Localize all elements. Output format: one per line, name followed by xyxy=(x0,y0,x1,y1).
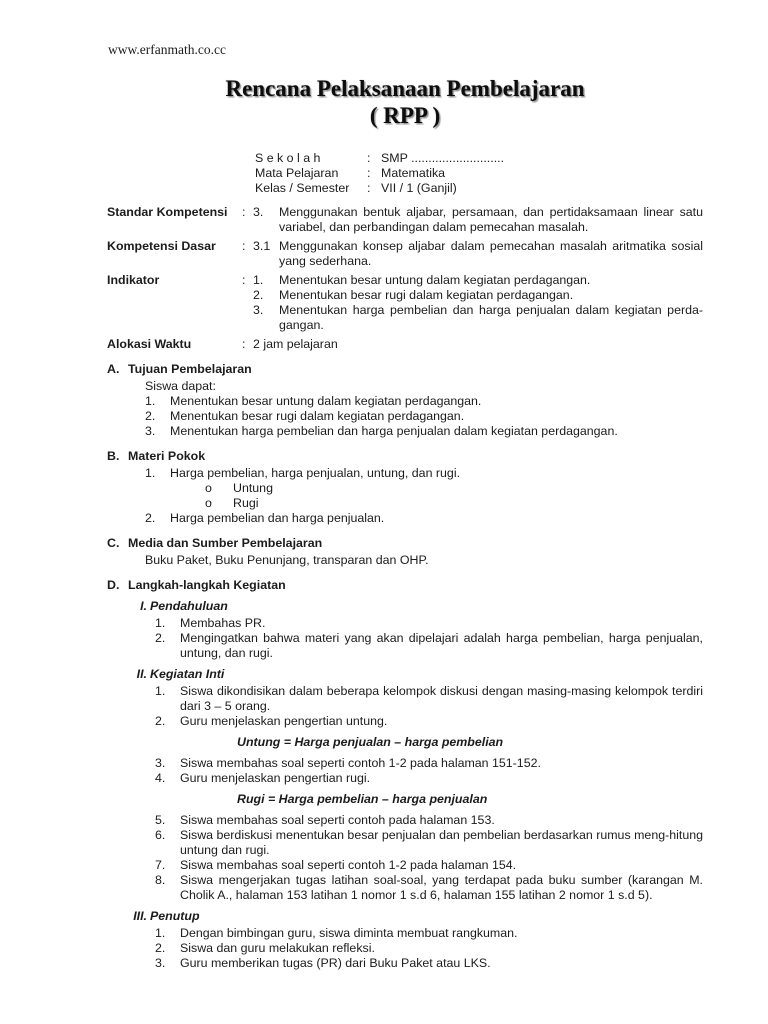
list-item xyxy=(155,813,703,828)
subsection-roman: I. xyxy=(140,599,147,613)
list-item xyxy=(155,714,703,729)
list-item-text: Menentukan harga pembelian dan harga penjualan dalam kegiatan perda-gangan. xyxy=(279,303,703,332)
list-number: 3. xyxy=(155,756,166,770)
bullet-text: Rugi xyxy=(233,496,259,510)
list-item-text: Mengingatkan bahwa materi yang akan dipelajari adalah harga pembelian, harga penjualan, untung, dan rugi. xyxy=(180,631,703,660)
list-number: 3. xyxy=(145,424,156,438)
meta-label: Alokasi Waktu xyxy=(107,337,192,351)
subsection-title-text: Penutup xyxy=(150,909,200,923)
meta-row-alokasi-waktu xyxy=(107,337,703,352)
identity-label: Kelas / Semester xyxy=(255,181,350,195)
identity-value: VII / 1 (Ganjil) xyxy=(381,181,457,195)
list-item xyxy=(155,941,703,956)
list-number: 1. xyxy=(155,616,166,630)
colon-separator: : xyxy=(367,166,371,180)
subsection-title-text: Kegiatan Inti xyxy=(150,667,225,681)
document-title: Rencana Pelaksanaan Pembelajaran xyxy=(225,76,585,101)
list-number: 2. xyxy=(155,714,166,728)
subsection-roman: II. xyxy=(136,667,147,681)
bullet-item xyxy=(205,481,703,496)
section-media-sumber xyxy=(107,536,703,568)
list-item xyxy=(145,511,703,526)
section-title: Media dan Sumber Pembelajaran xyxy=(128,536,323,550)
section-langkah-kegiatan xyxy=(107,578,703,971)
list-item xyxy=(155,926,703,941)
circle-bullet-icon: o xyxy=(205,481,212,495)
section-letter: D. xyxy=(107,578,120,592)
list-item-text: Guru menjelaskan pengertian untung. xyxy=(180,714,388,728)
colon-separator: : xyxy=(367,151,371,165)
section-letter: B. xyxy=(107,449,120,463)
list-number: 2. xyxy=(155,941,166,955)
meta-number: 3. xyxy=(253,205,264,219)
meta-label: Kompetensi Dasar xyxy=(107,239,216,253)
list-number: 8. xyxy=(155,873,166,887)
identity-value: SMP ........................... xyxy=(381,151,505,165)
list-item-text: Menentukan besar untung dalam kegiatan perdagangan. xyxy=(170,394,482,408)
bullet-item xyxy=(205,496,703,511)
list-number: 7. xyxy=(155,858,166,872)
meta-text: Menggunakan bentuk aljabar, persamaan, dan pertidaksamaan linear satu variabel, dan perbandingan dalam pemecahan masalah. xyxy=(279,205,703,234)
list-item xyxy=(145,466,703,481)
list-item-text: Harga pembelian, harga penjualan, untung, dan rugi. xyxy=(170,466,461,480)
list-item-text: Menentukan besar rugi dalam kegiatan perdagangan. xyxy=(170,409,465,423)
colon-separator: : xyxy=(242,273,246,287)
list-number: 1. xyxy=(145,394,156,408)
list-item xyxy=(155,756,703,771)
subsection-kegiatan-inti xyxy=(131,667,703,903)
list-item-text: Menentukan harga pembelian dan harga penjualan dalam kegiatan perdagangan. xyxy=(170,424,618,438)
subsection-roman: III. xyxy=(133,909,147,923)
section-materi-pokok xyxy=(107,449,703,526)
section-intro: Siswa dapat: xyxy=(145,379,216,393)
indikator-item xyxy=(253,273,703,288)
colon-separator: : xyxy=(242,239,246,253)
section-letter: C. xyxy=(107,536,120,550)
list-item-text: Siswa dan guru melakukan refleksi. xyxy=(180,941,375,955)
list-item xyxy=(155,616,703,631)
list-item-text: Dengan bimbingan guru, siswa diminta membuat rangkuman. xyxy=(180,926,518,940)
list-item xyxy=(145,424,703,439)
document-title-block xyxy=(107,75,703,129)
subsection-penutup xyxy=(131,909,703,971)
list-number: 1. xyxy=(145,466,156,480)
section-title: Langkah-langkah Kegiatan xyxy=(128,578,286,592)
list-number: 4. xyxy=(155,771,166,785)
identity-row-kelas-semester xyxy=(255,181,703,196)
subsection-pendahuluan xyxy=(131,599,703,661)
circle-bullet-icon: o xyxy=(205,496,212,510)
identity-label: Mata Pelajaran xyxy=(255,166,339,180)
subsection-title-text: Pendahuluan xyxy=(150,599,228,613)
list-number: 3. xyxy=(253,303,264,317)
indikator-item xyxy=(253,288,703,303)
list-item-text: Siswa dikondisikan dalam beberapa kelompok diskusi dengan masing-masing kelompok terdiri dari 3 – 5 orang. xyxy=(180,684,703,713)
colon-separator: : xyxy=(242,337,246,351)
list-number: 1. xyxy=(155,926,166,940)
identity-row-mata-pelajaran xyxy=(255,166,703,181)
list-item-text: Siswa membahas soal seperti contoh 1-2 pada halaman 151-152. xyxy=(180,756,541,770)
meta-row-standar-kompetensi xyxy=(107,205,703,235)
meta-label: Standar Kompetensi xyxy=(107,205,228,219)
list-number: 6. xyxy=(155,828,166,842)
indikator-item xyxy=(253,303,703,333)
document-subtitle: ( RPP ) xyxy=(369,103,441,128)
section-tujuan-pembelajaran xyxy=(107,362,703,439)
meta-row-kompetensi-dasar xyxy=(107,239,703,269)
list-item-text: Siswa membahas soal seperti contoh 1-2 pada halaman 154. xyxy=(180,858,517,872)
colon-separator: : xyxy=(242,205,246,219)
list-item xyxy=(155,828,703,858)
meta-block xyxy=(107,205,703,352)
list-item-text: Guru menjelaskan pengertian rugi. xyxy=(180,771,371,785)
list-item-text: Menentukan besar untung dalam kegiatan perdagangan. xyxy=(279,273,591,287)
list-item xyxy=(155,873,703,903)
list-item xyxy=(155,956,703,971)
identity-value: Matematika xyxy=(381,166,446,180)
section-letter: A. xyxy=(107,362,120,376)
list-item-text: Menentukan besar rugi dalam kegiatan perdagangan. xyxy=(279,288,574,302)
meta-row-indikator xyxy=(107,273,703,333)
list-number: 5. xyxy=(155,813,166,827)
list-number: 2. xyxy=(253,288,264,302)
identity-row-sekolah xyxy=(255,151,703,166)
section-paragraph: Buku Paket, Buku Penunjang, transparan dan OHP. xyxy=(145,553,429,567)
colon-separator: : xyxy=(367,181,371,195)
list-item-text: Harga pembelian dan harga penjualan. xyxy=(170,511,385,525)
list-number: 2. xyxy=(145,511,156,525)
list-item-text: Guru memberikan tugas (PR) dari Buku Paket atau LKS. xyxy=(180,956,491,970)
list-item-text: Siswa berdiskusi menentukan besar penjualan dan pembelian berdasarkan rumus meng-hitung untung dan rugi. xyxy=(180,828,703,857)
bullet-text: Untung xyxy=(233,481,273,495)
list-item xyxy=(155,684,703,714)
formula-untung: Untung = Harga penjualan – harga pembelian xyxy=(237,735,504,749)
section-title: Tujuan Pembelajaran xyxy=(128,362,252,376)
list-item xyxy=(145,394,703,409)
list-item xyxy=(145,409,703,424)
list-number: 2. xyxy=(145,409,156,423)
identity-label: S e k o l a h xyxy=(255,151,321,165)
list-number: 1. xyxy=(253,273,264,287)
meta-number: 3.1 xyxy=(253,239,271,253)
identity-block xyxy=(255,151,703,196)
list-number: 2. xyxy=(155,631,166,645)
list-number: 1. xyxy=(155,684,166,698)
list-item-text: Siswa mengerjakan tugas latihan soal-soal, yang terdapat pada buku sumber (karangan M. Cholik A., halaman 153 latihan 1 nomor 1 s.d 6, halaman 155 latihan 2 nomor 1 s.d 5). xyxy=(180,873,703,902)
list-number: 3. xyxy=(155,956,166,970)
section-title: Materi Pokok xyxy=(128,449,206,463)
meta-label: Indikator xyxy=(107,273,160,287)
formula-rugi: Rugi = Harga pembelian – harga penjualan xyxy=(237,792,488,806)
list-item xyxy=(155,858,703,873)
list-item xyxy=(155,771,703,786)
watermark-url: www.erfanmath.co.cc xyxy=(108,42,226,57)
meta-text: 2 jam pelajaran xyxy=(253,337,338,351)
list-item-text: Membahas PR. xyxy=(180,616,266,630)
list-item-text: Siswa membahas soal seperti contoh pada halaman 153. xyxy=(180,813,495,827)
meta-text: Menggunakan konsep aljabar dalam pemecahan masalah aritmatika sosial yang sederhana. xyxy=(279,239,703,268)
list-item xyxy=(155,631,703,661)
